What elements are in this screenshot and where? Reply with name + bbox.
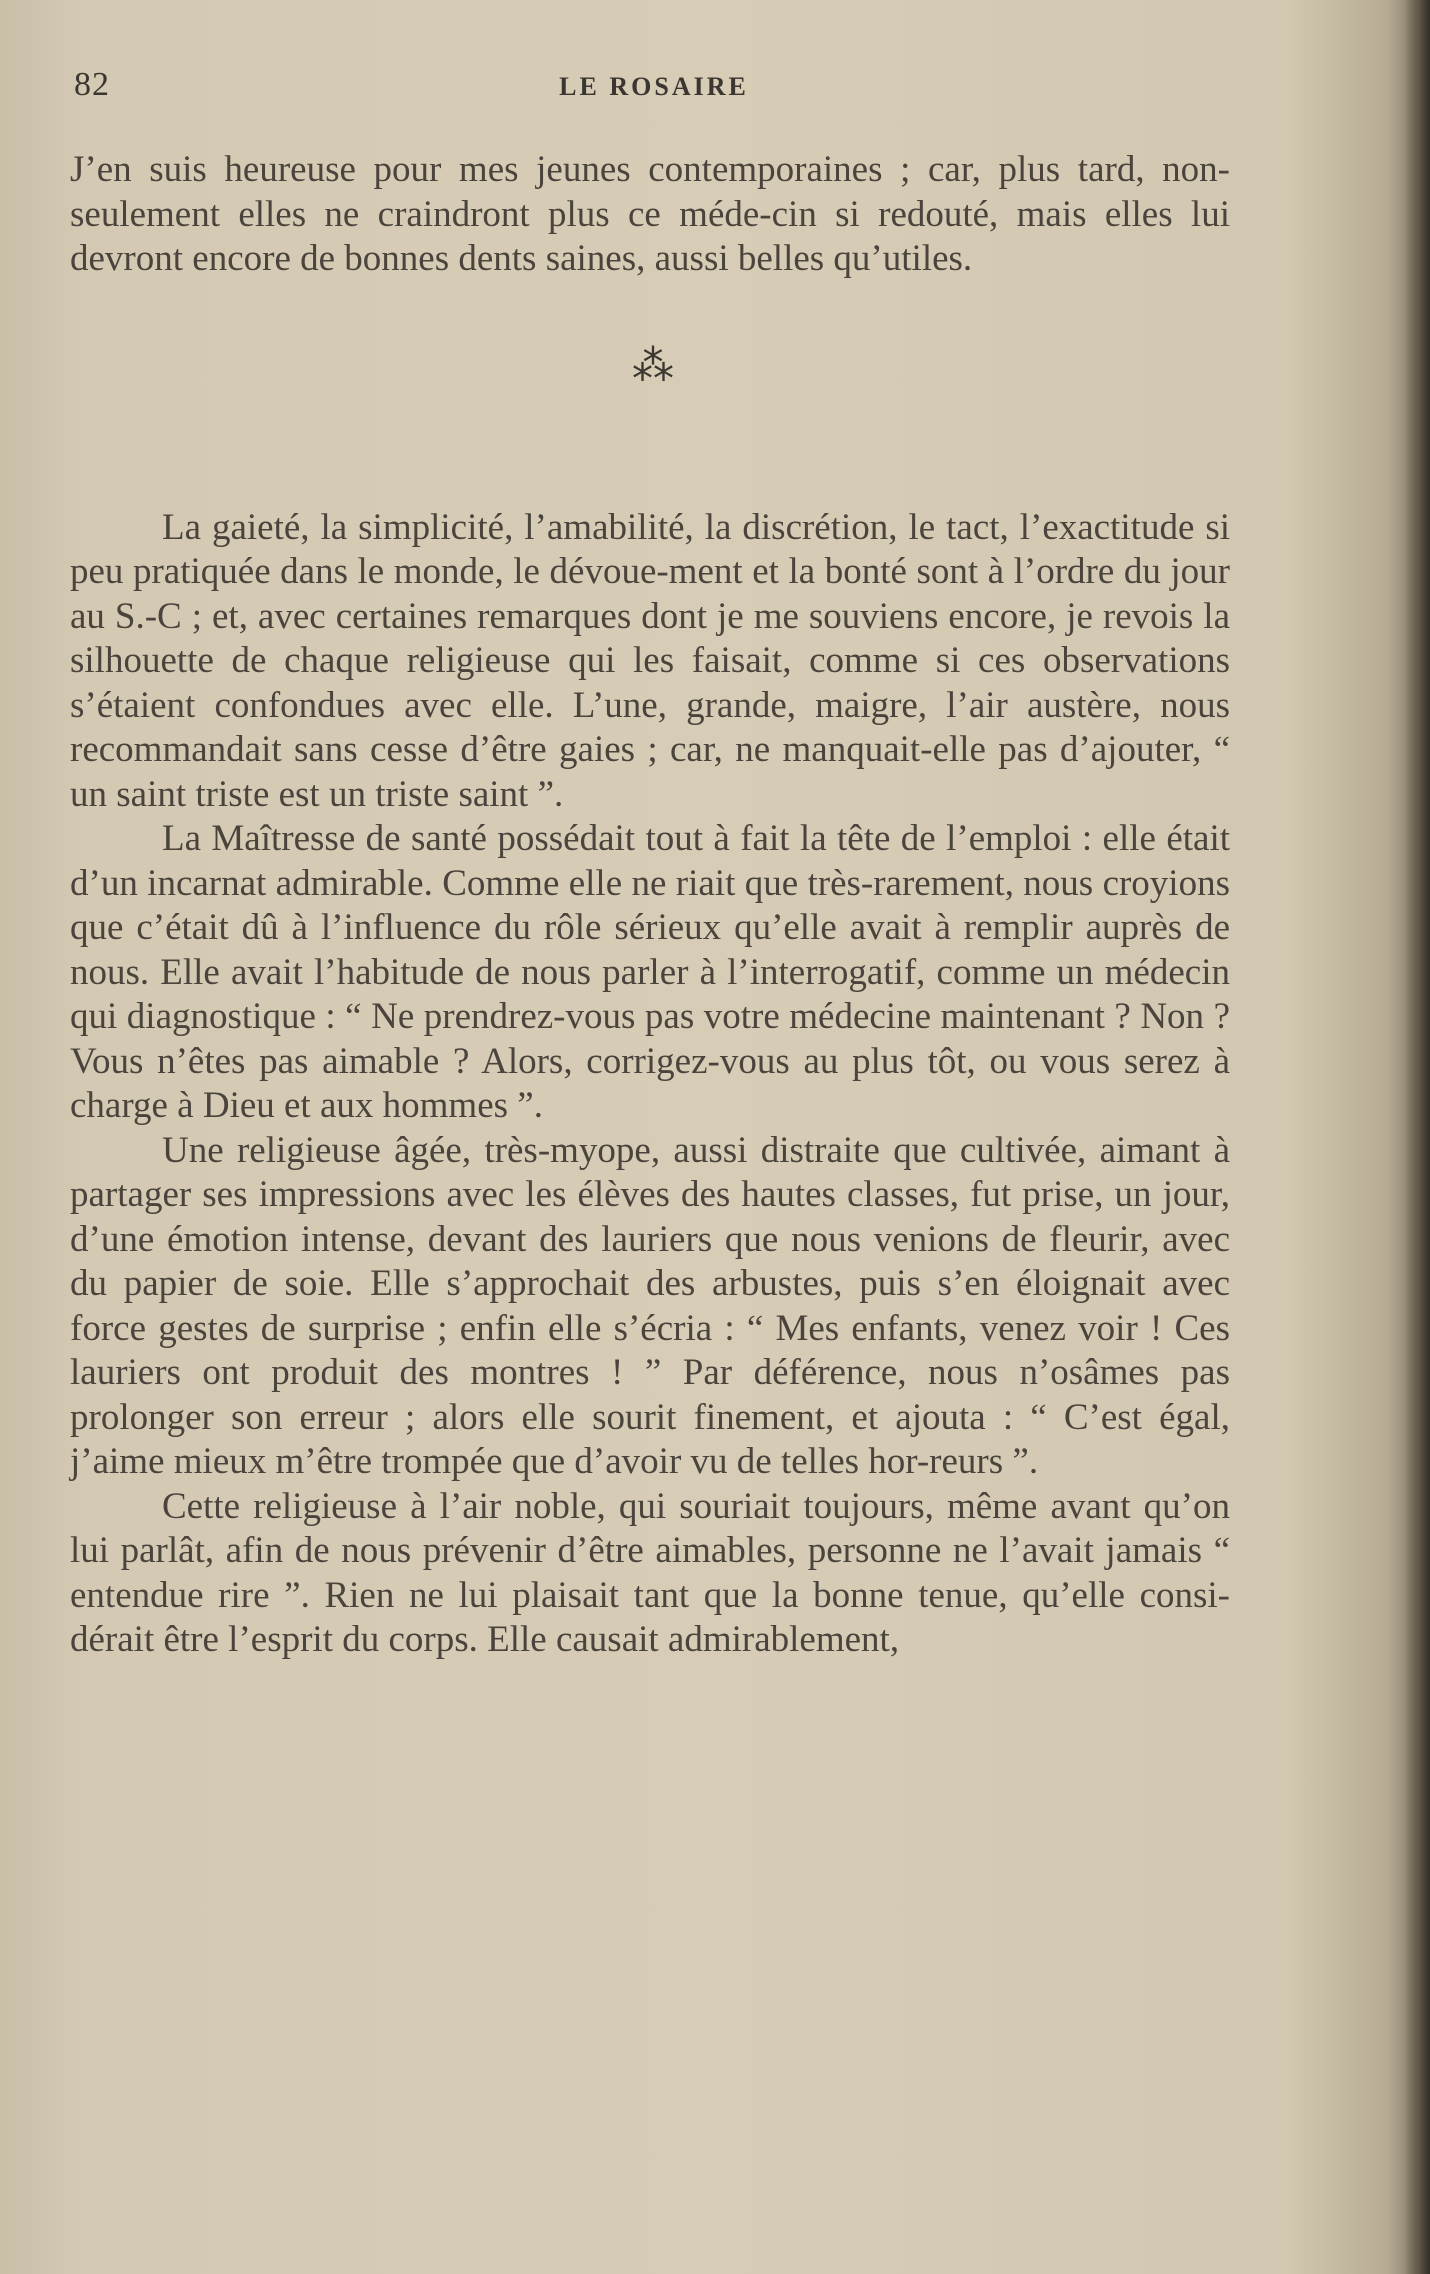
paragraph-myopic-nun: Une religieuse âgée, très-myope, aussi distraite que cultivée, aimant à partager ses impressions avec les élèves des hautes classes, fut prise, un jour, d’une émotion intense, devant des lauriers que nous venions de fleurir, avec du papier de soie. Elle s’approchait des arbustes, puis s’en éloignait avec force gestes de surprise ; enfin elle s’écria : “ Mes enfants, venez voir ! Ces lauriers ont produit des montres ! ” Par déférence, nous n’osâmes pas prolonger son erreur ; alors elle sourit finement, et ajouta : “ C’est égal, j’aime mieux m’être trompée que d’avoir vu de telles hor-reurs ”. bbox=[70, 1129, 1230, 1482]
paragraph-noble-nun: Cette religieuse à l’air noble, qui souriait toujours, même avant qu’on lui parlât, afin de nous prévenir d’être aimables, personne ne l’avait jamais “ entendue rire ”. Rien ne lui plaisait tant que la bonne tenue, qu’elle consi-dérait être l’esprit du corps. Elle causait admirablement, bbox=[70, 1485, 1230, 1660]
section-separator bbox=[70, 282, 1230, 506]
paragraph-virtues: La gaieté, la simplicité, l’amabilité, la discrétion, le tact, l’exactitude si peu pratiquée dans le monde, le dévoue-ment et la bonté sont à l’ordre du jour au S.-C ; et, avec certaines remarques dont je me souviens encore, je revois la silhouette de chaque religieuse qui les faisait, comme si ces observations s’étaient confondues avec elle. L’une, grande, maigre, l’air austère, nous recommandait sans cesse d’être gaies ; car, ne manquait-elle pas d’ajouter, “ un saint triste est un triste saint ”. bbox=[70, 506, 1230, 815]
asterism-mark: ⁂ bbox=[632, 340, 668, 390]
paragraph-dental-conclusion: J’en suis heureuse pour mes jeunes contemporaines ; car, plus tard, non-seulement elles ne craindront plus ce méde-cin si redouté, mais elles lui devront encore de bonnes dents saines, aussi belles qu’utiles. bbox=[70, 149, 1230, 279]
page-body bbox=[70, 148, 1230, 1663]
page-edge-shadow bbox=[1404, 0, 1430, 2274]
page-header bbox=[74, 66, 1234, 116]
page-number: 82 bbox=[74, 66, 110, 103]
paragraph-health-mistress: La Maîtresse de santé possédait tout à fait la tête de l’emploi : elle était d’un incarnat admirable. Comme elle ne riait que très-rarement, nous croyions que c’était dû à l’influence du rôle sérieux qu’elle avait à remplir auprès de nous. Elle avait l’habitude de nous parler à l’interrogatif, comme un médecin qui diagnostique : “ Ne prendrez-vous pas votre médecine maintenant ? Non ? Vous n’êtes pas aimable ? Alors, corrigez-vous au plus tôt, ou vous serez à charge à Dieu et aux hommes ”. bbox=[70, 818, 1230, 1126]
running-title: LE ROSAIRE bbox=[559, 72, 749, 101]
